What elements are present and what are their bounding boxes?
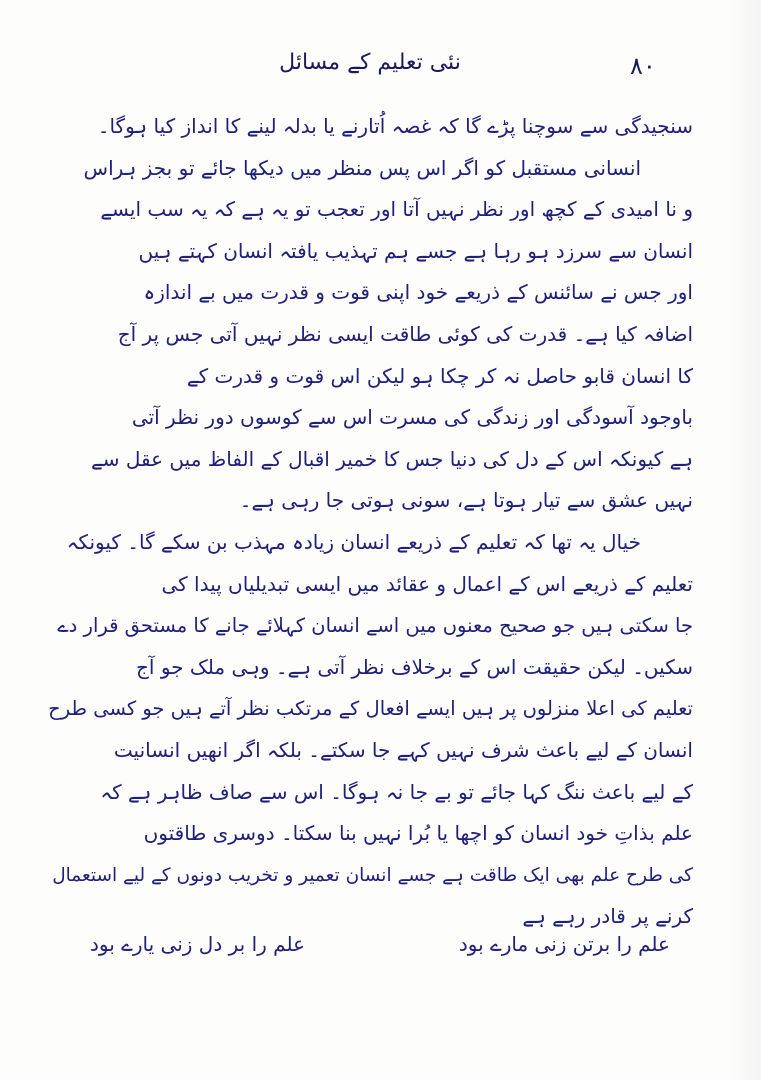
text-line: سکیں۔ لیکن حقیقت اس کے برخلاف نظر آتی ہے۔ وہی ملک جو آج [136, 654, 693, 679]
text-line: نہیں عشق سے تیار ہوتا ہے، سونی ہوتی جا رہی ہے۔ [239, 488, 693, 513]
text-line: انسان سے سرزد ہو رہا ہے جسے ہم تہذیب یافتہ انسان کہتے ہیں [138, 238, 693, 263]
verse-couplet [90, 924, 670, 964]
text-line: سنجیدگی سے سوچنا پڑے گا کہ غصہ اُتارنے یا بدلہ لینے کا انداز کیا ہوگا۔ [97, 114, 693, 138]
text-line: تعلیم کے ذریعے اس کے اعمال و عقائد میں ایسی تبدیلیاں پیدا کی [161, 571, 693, 596]
verse-first-hemistich: علم را برتن زنی مارے بود [458, 932, 670, 956]
text-line: انسانی مستقبل کو اگر اس پس منظر میں دیکھا جائے تو بجز ہراس [83, 155, 641, 180]
text-line: ہے کیونکہ اس کے دل کی دنیا جس کا خمیر اقبال کے الفاظ میں عقل سے [91, 446, 693, 471]
text-line: جا سکتی ہیں جو صحیح معنوں میں اسے انسان کہلائے جانے کا مستحق قرار دے [57, 614, 693, 638]
text-line: تعلیم کی اعلا منزلوں پر ہیں ایسے افعال کے مرتکب نظر آتے ہیں جو کسی طرح [48, 697, 693, 721]
text-line: باوجود آسودگی اور زندگی کی مسرت اس سے کوسوں دور نظر آتی [131, 405, 693, 430]
text-line: انسان کے لیے باعث شرف نہیں کہے جا سکتے۔ بلکہ اگر انھیں انسانیت [113, 737, 693, 762]
page-header [0, 48, 761, 88]
text-line: اضافہ کیا ہے۔ قدرت کی کوئی طاقت ایسی نظر نہیں آتی جس پر آج [117, 321, 693, 346]
text-line: کے لیے باعث ننگ کہا جائے تو بے جا نہ ہوگا۔ اس سے صاف ظاہر ہے کہ [100, 779, 693, 804]
text-line: خیال یہ تھا کہ تعلیم کے ذریعے انسان زیادہ مہذب بن سکے گا۔ کیونکہ [66, 529, 641, 554]
running-title: نئی تعلیم کے مسائل [279, 50, 461, 75]
text-line: اور جس نے سائنس کے ذریعے خود اپنی قوت و قدرت میں بے اندازہ [143, 280, 693, 305]
verse-second-hemistich: علم را بر دل زنی یارے بود [90, 932, 305, 956]
text-line: علم بذاتِ خود انسان کو اچھا یا بُرا نہیں بنا سکتا۔ دوسری طاقتوں [143, 821, 693, 846]
page-edge-shadow [731, 0, 761, 1080]
text-line: کا انسان قابو حاصل نہ کر چکا ہو لیکن اس قوت و قدرت کے [186, 363, 693, 388]
page-number: ۸۰ [630, 52, 656, 80]
body-text [48, 106, 693, 938]
text-line: کی طرح علم بھی ایک طاقت ہے جسے انسان تعمیر و تخریب دونوں کے لیے استعمال [52, 864, 693, 886]
text-line: و نا امیدی کے کچھ اور نظر نہیں آتا اور تعجب تو یہ ہے کہ یہ سب ایسے [100, 197, 693, 222]
text-line: کرنے پر قادر رہے ہے [522, 904, 693, 929]
